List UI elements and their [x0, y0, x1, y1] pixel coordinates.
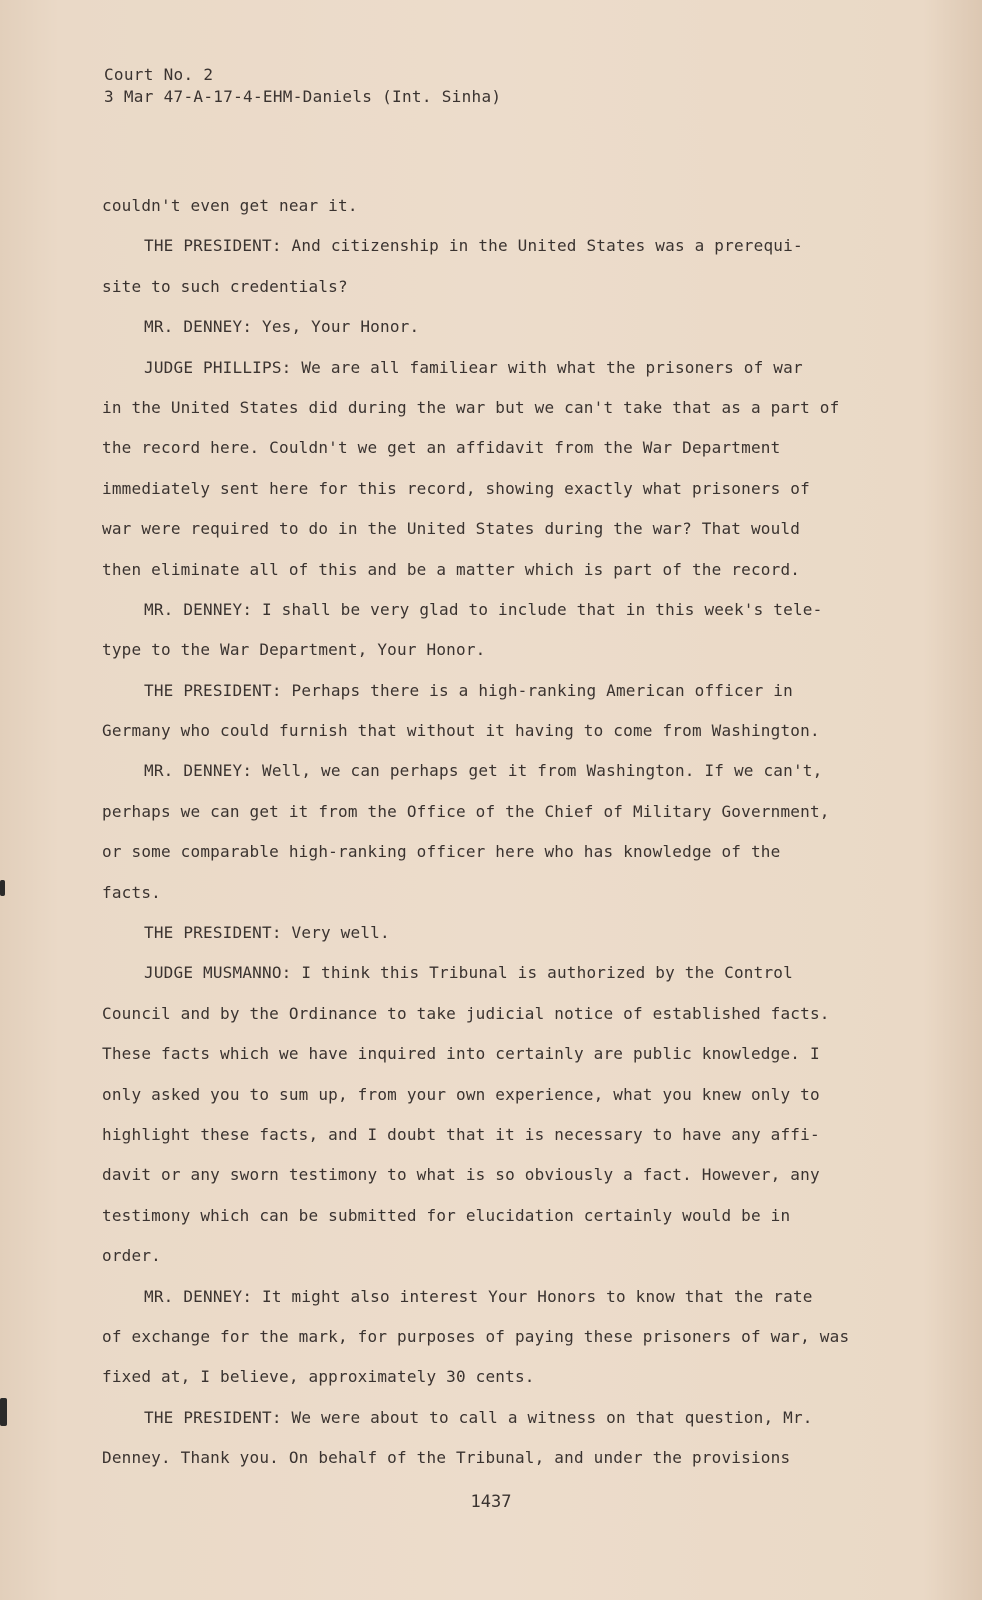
- text-line: MR. DENNEY: It might also interest Your Honors to know that the rate: [144, 1286, 813, 1306]
- text-line: of exchange for the mark, for purposes of paying these prisoners of war, was: [102, 1326, 850, 1346]
- binding-hole-mark: [0, 880, 5, 896]
- text-line: JUDGE PHILLIPS: We are all familiear with what the prisoners of war: [144, 357, 803, 377]
- text-line: MR. DENNEY: Well, we can perhaps get it from Washington. If we can't,: [144, 761, 823, 781]
- text-line: fixed at, I believe, approximately 30 cents.: [102, 1367, 535, 1387]
- transcript-body: [102, 186, 867, 1479]
- text-line: type to the War Department, Your Honor.: [102, 640, 486, 660]
- text-line: site to such credentials?: [102, 276, 348, 296]
- binding-hole-mark: [0, 1398, 7, 1426]
- text-line: THE PRESIDENT: Very well.: [144, 923, 390, 943]
- text-line: Germany who could furnish that without it having to come from Washington.: [102, 721, 820, 741]
- text-line: only asked you to sum up, from your own experience, what you knew only to: [102, 1084, 820, 1104]
- transcript-reference: 3 Mar 47-A-17-4-EHM-Daniels (Int. Sinha): [104, 87, 502, 106]
- document-header: [104, 64, 501, 108]
- text-line: couldn't even get near it.: [102, 196, 358, 215]
- court-number: Court No. 2: [104, 65, 214, 84]
- text-line: THE PRESIDENT: And citizenship in the United States was a prerequi-: [144, 236, 803, 256]
- text-line: war were required to do in the United States during the war? That would: [102, 519, 801, 539]
- text-line: THE PRESIDENT: Perhaps there is a high-ranking American officer in: [144, 680, 793, 700]
- text-line: JUDGE MUSMANNO: I think this Tribunal is authorized by the Control: [144, 963, 793, 983]
- text-line: testimony which can be submitted for elucidation certainly would be in: [102, 1205, 791, 1225]
- text-line: davit or any sworn testimony to what is so obviously a fact. However, any: [102, 1165, 820, 1185]
- text-line: Denney. Thank you. On behalf of the Tribunal, and under the provisions: [102, 1448, 791, 1468]
- page-number: 1437: [470, 1492, 512, 1512]
- text-line: order.: [102, 1246, 161, 1266]
- text-line: in the United States did during the war but we can't take that as a part of: [102, 397, 840, 417]
- text-line: MR. DENNEY: Yes, Your Honor.: [144, 317, 420, 337]
- text-line: MR. DENNEY: I shall be very glad to include that in this week's tele-: [144, 599, 823, 619]
- text-line: facts.: [102, 882, 161, 902]
- text-line: or some comparable high-ranking officer here who has knowledge of the: [102, 842, 781, 862]
- text-line: highlight these facts, and I doubt that it is necessary to have any affi-: [102, 1124, 820, 1144]
- text-line: Council and by the Ordinance to take judicial notice of established facts.: [102, 1003, 830, 1023]
- text-line: immediately sent here for this record, showing exactly what prisoners of: [102, 478, 810, 498]
- text-line: the record here. Couldn't we get an affidavit from the War Department: [102, 438, 781, 458]
- text-line: These facts which we have inquired into certainly are public knowledge. I: [102, 1044, 820, 1064]
- text-line: then eliminate all of this and be a matter which is part of the record.: [102, 559, 801, 579]
- text-line: perhaps we can get it from the Office of the Chief of Military Government,: [102, 801, 830, 821]
- text-line: THE PRESIDENT: We were about to call a witness on that question, Mr.: [144, 1407, 813, 1427]
